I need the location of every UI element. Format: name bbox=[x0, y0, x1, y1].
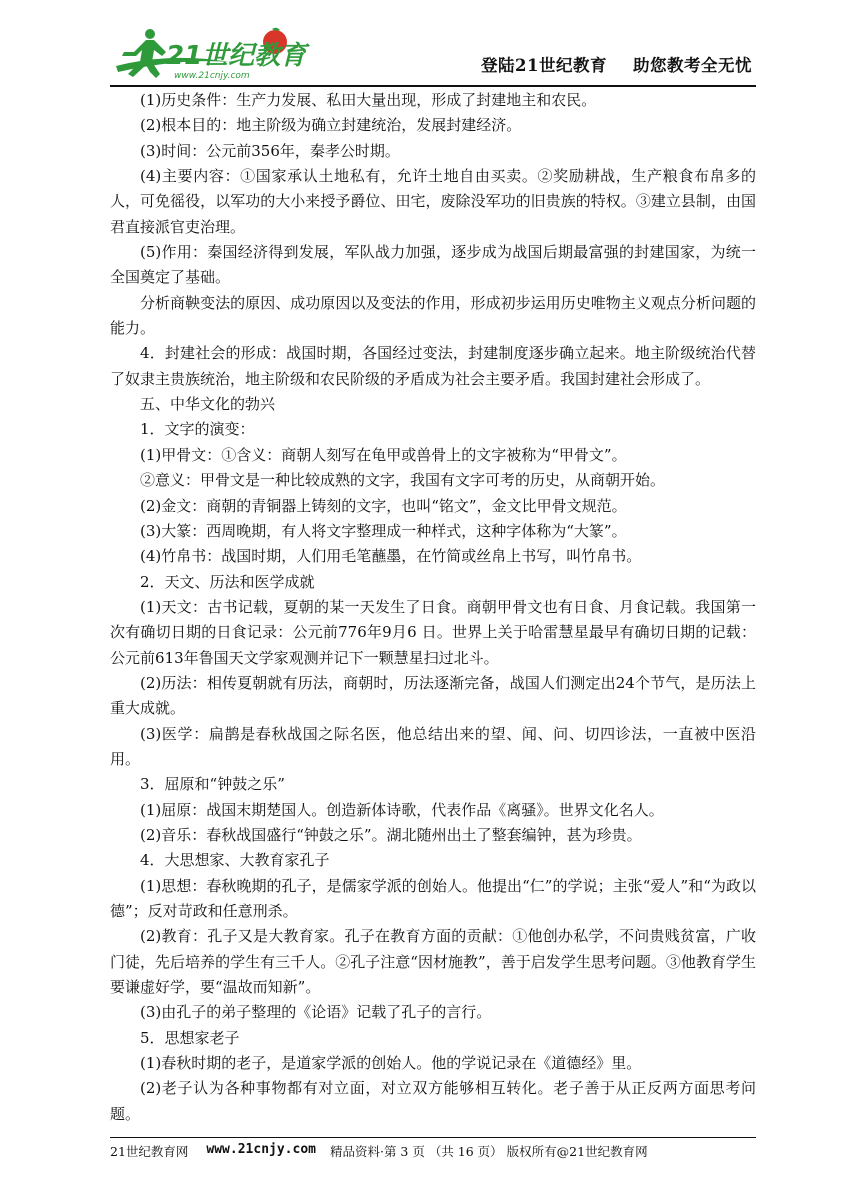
footer-url-link[interactable]: www.21cnjy.com bbox=[206, 1142, 316, 1157]
subsection-heading: 5．思想家老子 bbox=[140, 1028, 240, 1047]
logo-21cnjy bbox=[110, 22, 310, 84]
paragraph: (4)主要内容：①国家承认土地私有，允许土地自由买卖。②奖励耕战，生产粮食布帛多的人，可免徭役，以军功的大小来授予爵位、田宅，废除没军功的旧贵族的特权。③建立县制，由国君直接派官吏治理。 bbox=[110, 167, 756, 236]
paragraph: (3)由孔子的弟子整理的《论语》记载了孔子的言行。 bbox=[140, 1003, 492, 1022]
slogan-left: 登陆21世纪教育 bbox=[481, 56, 607, 75]
subsection-heading: 2．天文、历法和医学成就 bbox=[140, 572, 315, 591]
header-divider bbox=[110, 85, 756, 87]
section-heading: 五、中华文化的勃兴 bbox=[140, 395, 276, 414]
paragraph: (4)竹帛书：战国时期，人们用毛笔蘸墨，在竹简或丝帛上书写，叫竹帛书。 bbox=[140, 547, 642, 566]
paragraph: (2)根本目的：地主阶级为确立封建统治，发展封建经济。 bbox=[140, 116, 522, 135]
paragraph: (1)思想：春秋晚期的孔子，是儒家学派的创始人。他提出“仁”的学说；主张“爱人”和“为政以德”；反对苛政和任意刑杀。 bbox=[110, 876, 756, 920]
footer-divider bbox=[110, 1137, 756, 1138]
subsection-heading: 3．屈原和“钟鼓之乐” bbox=[140, 775, 285, 794]
paragraph: (5)作用：秦国经济得到发展，军队战力加强，逐步成为战国后期最富强的封建国家，为统一全国奠定了基础。 bbox=[110, 243, 756, 287]
paragraph: ②意义：甲骨文是一种比较成熟的文字，我国有文字可考的历史，从商朝开始。 bbox=[140, 471, 666, 490]
paragraph: (2)老子认为各种事物都有对立面，对立双方能够相互转化。老子善于从正反两方面思考问题。 bbox=[110, 1079, 756, 1123]
paragraph: (3)大篆：西周晚期，有人将文字整理成一种样式，这种字体称为“大篆”。 bbox=[140, 521, 627, 540]
logo-url: www.21cnjy.com bbox=[174, 71, 250, 81]
page-header bbox=[110, 22, 756, 84]
runner-icon bbox=[122, 29, 166, 78]
document-body bbox=[110, 88, 756, 1127]
paragraph: (1)春秋时期的老子，是道家学派的创始人。他的学说记录在《道德经》里。 bbox=[140, 1054, 642, 1073]
subsection-heading: 4．大思想家、大教育家孔子 bbox=[140, 851, 330, 870]
paragraph: 分析商鞅变法的原因、成功原因以及变法的作用，形成初步运用历史唯物主义观点分析问题的能力。 bbox=[110, 293, 756, 338]
paragraph: (1)屈原：战国末期楚国人。创造新体诗歌，代表作品《离骚》。世界文化名人。 bbox=[140, 800, 664, 819]
paragraph: (3)时间：公元前356年，秦孝公时期。 bbox=[140, 141, 400, 160]
paragraph: (2)历法：相传夏朝就有历法，商朝时，历法逐渐完备，战国人们测定出24个节气，是历法上重大成就。 bbox=[110, 673, 756, 718]
subsection-heading: 1．文字的演变： bbox=[140, 420, 255, 439]
paragraph: (2)教育：孔子又是大教育家。孔子在教育方面的贡献：①他创办私学，不问贵贱贫富，广收门徒，先后培养的学生有三千人。②孔子注意“因材施教”，善于启发学生思考问题。③他教育学生要谦虚好学，要“温故而知新”。 bbox=[110, 927, 756, 997]
paragraph: (1)甲骨文：①含义：商朝人刻写在龟甲或兽骨上的文字被称为“甲骨文”。 bbox=[140, 445, 627, 464]
page-footer bbox=[110, 1142, 756, 1160]
paragraph: (2)金文：商朝的青铜器上铸刻的文字，也叫“铭文”，金文比甲骨文规范。 bbox=[140, 496, 627, 515]
footer-info: 精品资料·第 3 页 （共 16 页） 版权所有@21世纪教育网 bbox=[329, 1144, 648, 1159]
paragraph: 4．封建社会的形成：战国时期，各国经过变法，封建制度逐步确立起来。地主阶级统治代替了奴隶主贵族统治，地主阶级和农民阶级的矛盾成为社会主要矛盾。我国封建社会形成了。 bbox=[110, 344, 756, 388]
logo-text: 21世纪教育 bbox=[166, 41, 307, 71]
footer-site: 21世纪教育网 bbox=[110, 1144, 189, 1159]
header-slogan bbox=[481, 52, 752, 76]
paragraph: (3)医学：扁鹊是春秋战国之际名医，他总结出来的望、闻、问、切四诊法，一直被中医沿用。 bbox=[110, 724, 756, 768]
slogan-right: 助您教考全无忧 bbox=[633, 56, 752, 75]
paragraph: (1)历史条件：生产力发展、私田大量出现，形成了封建地主和农民。 bbox=[140, 91, 597, 109]
paragraph: (1)天文：古书记载，夏朝的某一天发生了日食。商朝甲骨文也有日食、月食记载。我国第一次有确切日期的日食记录：公元前776年9月6 日。世界上关于哈雷慧星最早有确切日期的记载：公元前613年鲁国天文学家观测并记下一颗慧星扫过北斗。 bbox=[110, 597, 756, 667]
paragraph: (2)音乐：春秋战国盛行“钟鼓之乐”。湖北随州出土了整套编钟，甚为珍贵。 bbox=[140, 825, 642, 844]
